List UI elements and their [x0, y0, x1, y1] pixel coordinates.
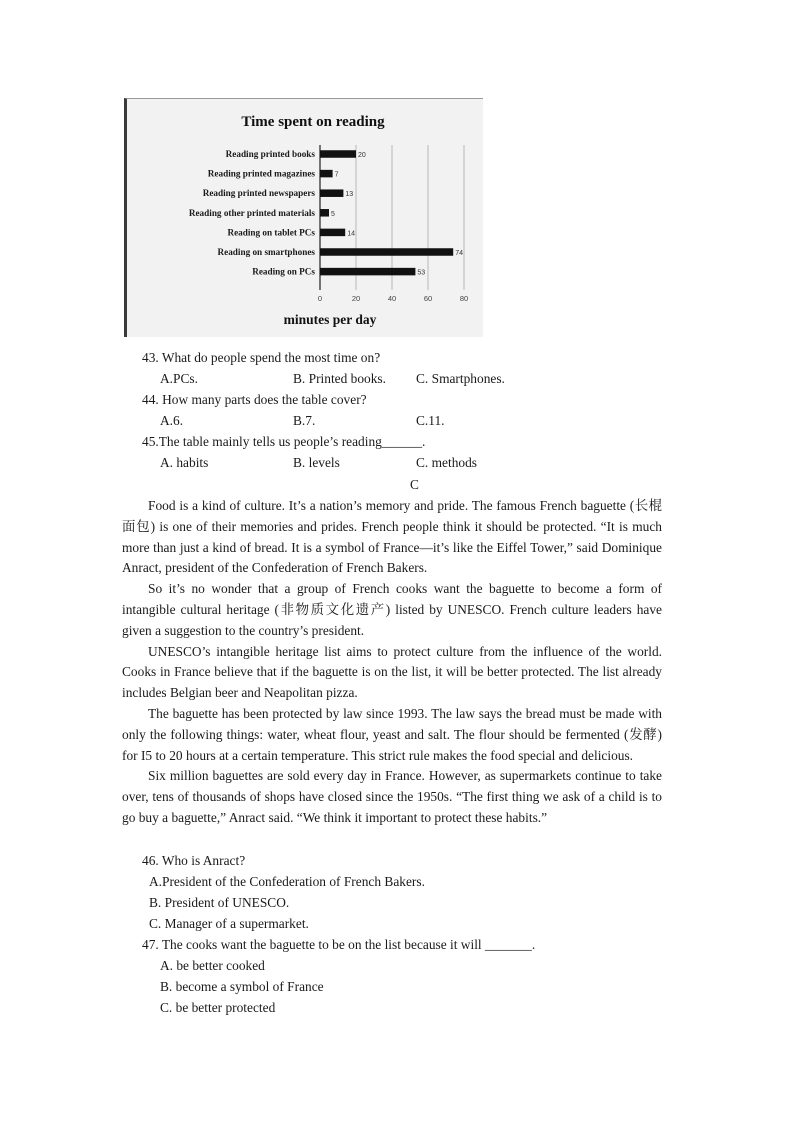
question-47-option-c: C. be better protected — [160, 1000, 276, 1015]
chart-value-label: 5 — [331, 210, 335, 218]
question-43-option-b: B. Printed books. — [293, 371, 386, 386]
question-46-option-b: B. President of UNESCO. — [149, 895, 290, 910]
chart-category-label: Reading printed magazines — [207, 168, 315, 179]
section-letter: C — [410, 477, 419, 492]
chart-value-label: 53 — [417, 269, 426, 277]
chart-category-label: Reading printed books — [225, 149, 315, 159]
passage-paragraph: The baguette has been protected by law since 1993. The law says the bread must be made with only the following things: water, wheat flour, yeast and salt. The flour should be fermented (发酵) for I5 to 20 hours at a certain temperature. This strict rule makes the food special and delicious. — [122, 705, 662, 763]
reading-time-chart — [124, 98, 483, 337]
chart-value-label: 74 — [455, 250, 463, 257]
chart-bar — [320, 150, 356, 158]
chart-bar — [320, 209, 329, 217]
passage-paragraph: UNESCO’s intangible heritage list aims to protect culture from the influence of the world. Cooks in France believe that if the baguette is on the list, it will be better protected. The list already includes Belgian beer and Neapolitan pizza. — [122, 643, 662, 701]
passage-paragraph: Food is a kind of culture. It’s a nation’s memory and pride. The famous French baguette (长棍面包) is one of their memories and prides. French people think it should be protected. “It is much more than just a kind of bread. It is a symbol of France—it’s like the Eiffel Tower,” said Dominique Anract, president of the Confederation of French Bakers. — [122, 498, 662, 576]
chart-tick-label: 0 — [317, 294, 323, 303]
question-47-stem: 47. The cooks want the baguette to be on the list because it will _______. — [142, 937, 536, 952]
chart-x-axis-label: minutes per day — [283, 312, 377, 327]
chart-bar — [320, 229, 345, 237]
question-43-option-a: A.PCs. — [160, 371, 198, 386]
question-44-stem: 44. How many parts does the table cover? — [142, 392, 367, 407]
question-44-option-c: C.11. — [416, 413, 445, 428]
chart-category-label: Reading on tablet PCs — [227, 227, 315, 238]
chart-bar — [320, 268, 415, 276]
question-47-option-a: A. be better cooked — [160, 958, 265, 973]
question-43-stem: 43. What do people spend the most time on? — [142, 350, 381, 365]
question-46-option-c: C. Manager of a supermarket. — [149, 916, 309, 931]
question-44-option-b: B.7. — [293, 413, 316, 428]
question-44-option-a: A.6. — [160, 413, 184, 428]
question-45-option-b: B. levels — [293, 455, 340, 470]
chart-category-label: Reading printed newspapers — [202, 188, 315, 199]
passage-paragraph: So it’s no wonder that a group of French cooks want the baguette to become a form of intangible cultural heritage (非物质文化遗产) listed by UNESCO. French culture leaders have given a suggestion to the country’s president. — [122, 581, 662, 638]
question-45-option-a: A. habits — [160, 455, 209, 470]
chart-bar — [320, 189, 343, 197]
chart-svg — [127, 99, 483, 337]
chart-bar — [320, 170, 333, 178]
chart-value-label: 7 — [334, 171, 339, 179]
chart-bar — [320, 248, 453, 256]
chart-tick-label: 20 — [351, 294, 361, 303]
question-45-stem: 45.The table mainly tells us people’s reading______. — [142, 434, 426, 449]
question-46-stem: 46. Who is Anract? — [142, 853, 246, 868]
chart-category-label: Reading on smartphones — [217, 247, 315, 257]
chart-title: Time spent on reading — [241, 114, 385, 130]
chart-tick-label: 60 — [423, 294, 433, 303]
chart-value-label: 14 — [347, 230, 355, 238]
question-47-option-b: B. become a symbol of France — [160, 979, 324, 994]
passage-paragraph: Six million baguettes are sold every day in France. However, as supermarkets continue to take over, tens of thousands of shops have closed since the 1950s. “The first thing we ask of a child is to go buy a baguette,” Anract said. “We think it important to protect these habits.” — [122, 768, 662, 825]
chart-category-label: Reading other printed materials — [188, 207, 315, 218]
chart-value-label: 20 — [358, 152, 366, 159]
question-43-option-c: C. Smartphones. — [416, 371, 505, 386]
reading-passage — [122, 496, 662, 829]
chart-tick-label: 40 — [387, 294, 397, 303]
question-45-option-c: C. methods — [416, 455, 478, 470]
chart-category-label: Reading on PCs — [252, 266, 315, 277]
chart-value-label: 13 — [345, 191, 354, 199]
question-46-option-a: A.President of the Confederation of French Bakers. — [149, 874, 425, 889]
chart-tick-label: 80 — [459, 294, 469, 303]
